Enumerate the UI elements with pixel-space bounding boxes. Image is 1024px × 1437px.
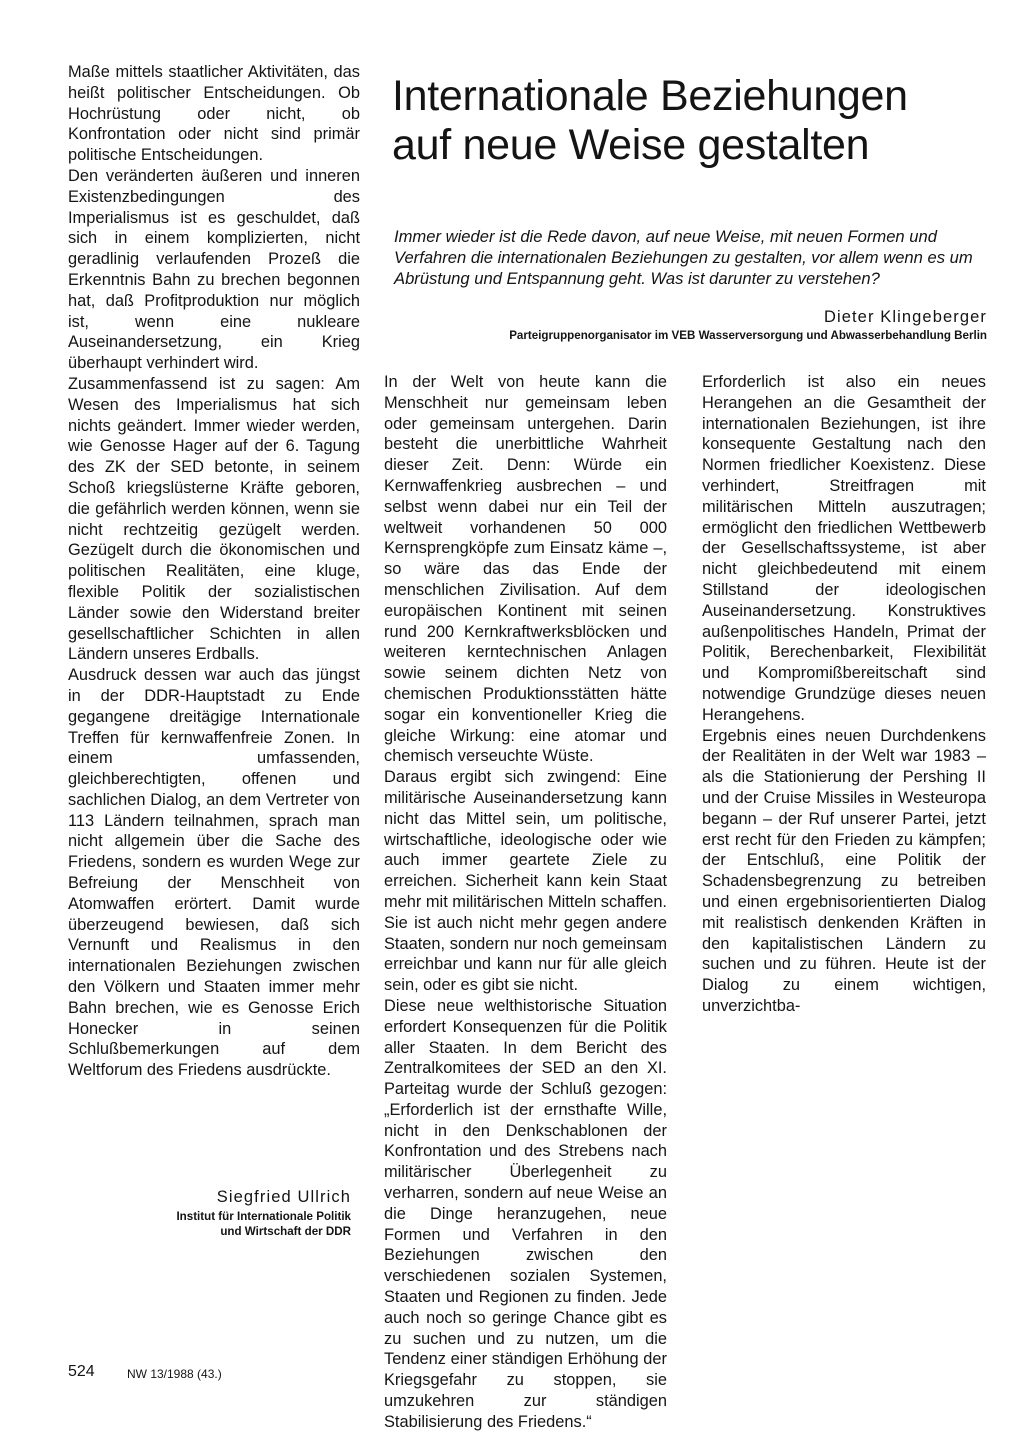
page-number: 524 bbox=[68, 1363, 95, 1380]
article-title bbox=[392, 72, 992, 170]
previous-author-name: Siegfried Ullrich bbox=[216, 1188, 351, 1206]
article-column-1 bbox=[384, 372, 667, 1431]
author-name: Dieter Klingeberger bbox=[823, 308, 987, 326]
previous-affiliation-line-1: Institut für Internationale Politik bbox=[176, 1210, 351, 1223]
previous-author-affiliation bbox=[120, 1210, 351, 1239]
article-paragraph-4: Erforderlich ist also ein neues Herangehen an die Gesamtheit der internationalen Beziehungen, ist ihre konsequente Gestaltung nach den Normen friedlicher Koexistenz. Diese verhindert, Streitfragen mit militärischen Mitteln auszutragen; ermöglicht den friedlichen Wettbewerb der Gesellschaftssysteme, ist aber nicht gleichbedeutend mit einem Stillstand der ideologischen Auseinandersetzung. Konstruktives außenpolitisches Handeln, Primat der Politik, Berechenbarkeit, Flexibilität und Kompromißbereitschaft sind notwendige Grundzüge dieses neuen Herangehens. bbox=[702, 373, 986, 724]
previous-paragraph-3: Zusammenfassend ist zu sagen: Am Wesen des Imperialismus hat sich nichts geändert. Immer wieder werden, wie Genosse Hager auf der 6. Tagung des ZK der SED betonte, in seinem Schoß kriegslüsterne Kräfte geboren, die gefährlich werden können, wenn sie nicht rechtzeitig gezügelt werden. Gezügelt durch die ökonomischen und politischen Realitäten, eine kluge, flexible Politik der sozialistischen Länder sowie den Widerstand breiter gesellschaftlicher Schichten in allen Ländern unseres Erdballs. bbox=[68, 374, 360, 664]
previous-affiliation-line-2: und Wirtschaft der DDR bbox=[220, 1224, 351, 1238]
title-line-1: Internationale Beziehungen bbox=[392, 72, 908, 120]
article-paragraph-2: Daraus ergibt sich zwingend: Eine militärische Auseinandersetzung kann nicht das Mittel sein, um politische, wirtschaftliche, ideologische oder wie auch immer geartete Ziele zu erreichen. Sicherheit kann kein Staat mehr mit militärischen Mitteln schaffen. Sie ist auch nicht mehr gegen andere Staaten, sondern nur noch gemeinsam erreichbar und kann nur für alle gleich sein, oder es gibt sie nicht. bbox=[384, 768, 667, 995]
article-paragraph-5: Ergebnis eines neuen Durchdenkens der Realitäten in der Welt war 1983 – als die Stationierung der Pershing II und der Cruise Missiles in Westeuropa begann – der Ruf unserer Partei, jetzt erst recht für den Frieden zu kämpfen; der Entschluß, eine Politik der Schadensbegrenzung zu betreiben und einen ergebnisorientierten Dialog mit realistisch denkenden Kräften in den kapitalistischen Ländern zu suchen und zu führen. Heute ist der Dialog zu einem wichtigen, unverzichtba- bbox=[702, 726, 986, 1015]
article-lead: Immer wieder ist die Rede davon, auf neue Weise, mit neuen Formen und Verfahren die internationalen Beziehungen zu gestalten, vor allem wenn es um Abrüstung und Entspannung geht. Was ist darunter zu verstehen? bbox=[394, 227, 973, 289]
previous-article-column bbox=[68, 62, 360, 1081]
article-paragraph-1: In der Welt von heute kann die Menschheit nur gemeinsam leben oder gemeinsam untergehen. Darin besteht die unerbittliche Wahrheit dieser Zeit. Denn: Würde ein Kernwaffenkrieg ausbrechen – und selbst wenn dabei nur ein Teil der weltweit vorhandenen 50 000 Kernsprengköpfe zum Einsatz käme –, so wäre das das Ende der menschlichen Zivilisation. Auf dem europäischen Kontinent mit seinen rund 200 Kernkraftwerksblöcken und weiteren kerntechnischen Anlagen sowie seinem dichten Netz von chemischen Produktionsstätten hätte sogar ein konventioneller Krieg die gleiche Wirkung: eine atomar und chemisch verseuchte Wüste. bbox=[384, 373, 667, 766]
article-column-2 bbox=[702, 372, 986, 1017]
previous-paragraph-2: Den veränderten äußeren und inneren Existenzbedingungen des Imperialismus ist es geschuldet, daß sich in einem komplizierten, nicht geradlinig verlaufenden Prozeß die Erkenntnis Bahn zu brechen begonnen hat, daß Profitproduktion nur möglich ist, wenn eine nukleare Auseinandersetzung, ein Krieg überhaupt verhindert wird. bbox=[68, 166, 360, 373]
article-paragraph-3: Diese neue welthistorische Situation erfordert Konsequenzen für die Politik aller Staaten. In dem Bericht des Zentralkomitees der SED an den XI. Parteitag wurde der Schluß gezogen: „Erforderlich ist der ernsthafte Wille, nicht in den Denkschablonen der Konfrontation und des Strebens nach militärischer Überlegenheit zu verharren, sondern auf neue Weise an die Dinge heranzugehen, neue Formen und Verfahren in den Beziehungen zwischen den verschiedenen sozialen Systemen, Staaten und Regionen zu finden. Jede auch noch so geringe Chance gibt es zu suchen und zu nutzen, um die Tendenz einer ständigen Erhöhung der Kriegsgefahr zu stoppen, sie umzukehren zur ständigen Stabilisierung des Friedens.“ bbox=[384, 996, 667, 1431]
title-line-2: auf neue Weise gestalten bbox=[392, 121, 870, 169]
previous-paragraph-1: Maße mittels staatlicher Aktivitäten, das heißt politischer Entscheidungen. Ob Hochrüstung oder nicht, ob Konfrontation oder nicht sind primär politische Entscheidungen. bbox=[68, 63, 360, 165]
issue-label: NW 13/1988 (43.) bbox=[127, 1367, 222, 1381]
author-affiliation: Parteigruppenorganisator im VEB Wasserversorgung und Abwasserbehandlung Berlin bbox=[509, 329, 987, 342]
previous-paragraph-4: Ausdruck dessen war auch das jüngst in der DDR-Hauptstadt zu Ende gegangene dreitägige Internationale Treffen für kernwaffenfreie Zonen. In einem umfassenden, gleichberechtigten, offenen und sachlichen Dialog, an dem Vertreter von 113 Ländern teilnahmen, sprach man nicht allgemein über die Sache des Friedens, sondern es wurden Wege zur Befreiung der Menschheit von Atomwaffen erörtert. Damit wurde überzeugend bewiesen, daß sich Vernunft und Realismus in den internationalen Beziehungen zwischen den Völkern und Staaten immer mehr Bahn brechen, wie es Genosse Erich Honecker in seinen Schlußbemerkungen auf dem Weltforum des Friedens ausdrückte. bbox=[68, 666, 360, 1080]
